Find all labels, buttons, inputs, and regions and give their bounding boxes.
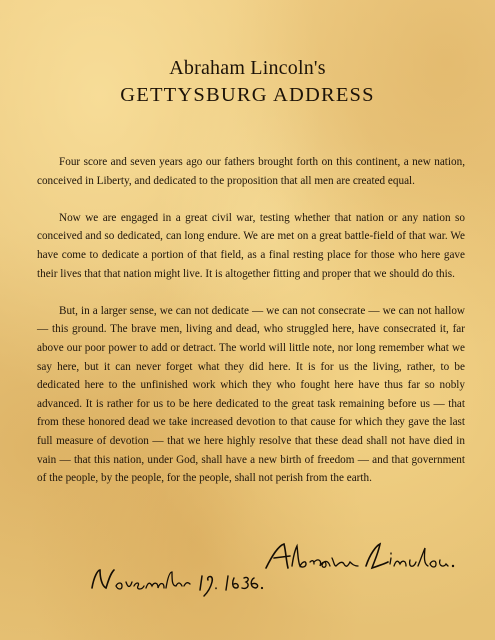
signature-script: [262, 538, 462, 578]
handwritten-signature: [262, 538, 462, 578]
address-body: [37, 153, 465, 506]
paragraph-3: But, in a larger sense, we can not dedicate — we can not consecrate — we can not hallow — this ground. The brave men, living and dead, who struggled here, have consecrated it, far above our poor power to add or detract. The world will little note, nor long remember what we say here, but it can never forget what they did here. It is for us the living, rather, to be dedicated here to the unfinished work which they who fought here have thus far so nobly advanced. It is rather for us to be here dedicated to the great task remaining before us — that from these honored dead we take increased devotion to that cause for which they gave the last full measure of devotion — that we here highly resolve that these dead shall not have died in vain — that this nation, under God, shall have a new birth of freedom — and that government of the people, by the people, for the people, shall not perish from the earth.: [37, 304, 465, 485]
title-main: GETTYSBURG ADDRESS: [120, 84, 375, 106]
date-script: [88, 564, 268, 600]
title-author: Abraham Lincoln's: [169, 57, 326, 79]
paragraph-2: Now we are engaged in a great civil war, testing whether that nation or any nation so conceived and so dedicated, can long endure. We are met on a great battle-field of that war. We have come to dedicate a portion of that field, as a final resting place for those who here gave their lives that that nation might live. It is altogether fitting and proper that we should do this.: [37, 211, 465, 280]
document-title: [0, 56, 495, 108]
paragraph-1: Four score and seven years ago our fathers brought forth on this continent, a new nation, conceived in Liberty, and dedicated to the proposition that all men are created equal.: [37, 156, 465, 187]
handwritten-date: [88, 564, 268, 600]
